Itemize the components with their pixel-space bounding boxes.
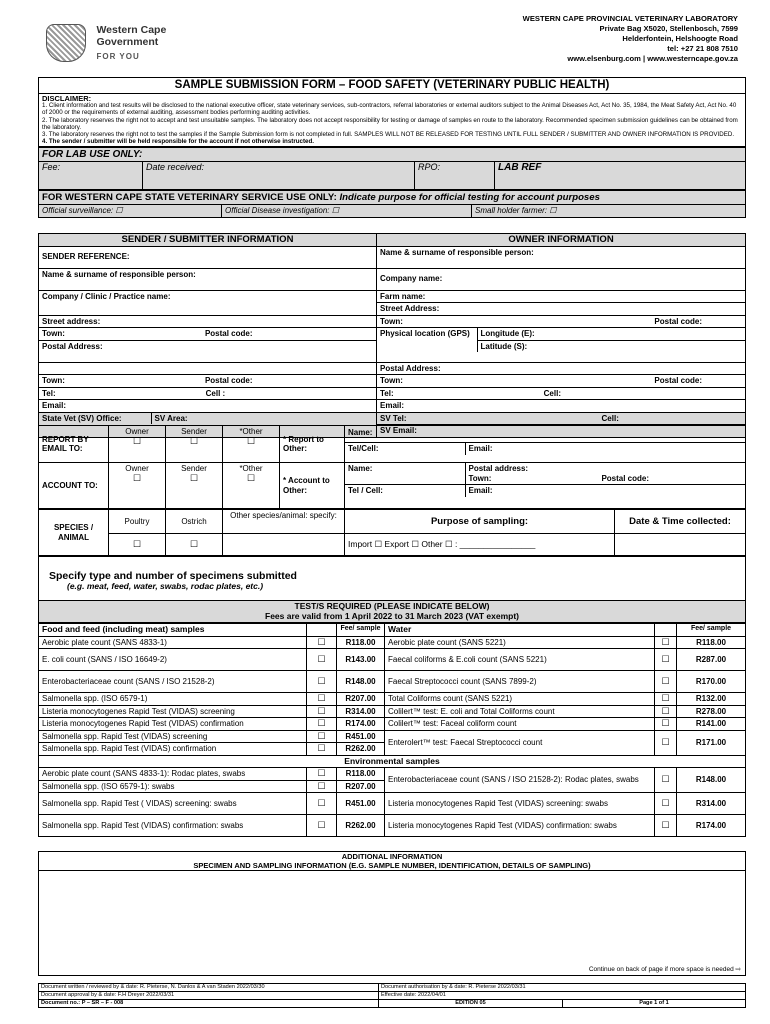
lab-address — [523, 14, 738, 64]
owner-company-field[interactable]: Company name: — [377, 268, 746, 290]
food-test-name: Salmonella spp. (ISO 6579-1) — [39, 693, 307, 706]
food-test-checkbox[interactable]: ☐ — [307, 671, 337, 693]
food-test-name: Aerobic plate count (SANS 4833-1) — [39, 636, 307, 649]
account-owner-option[interactable] — [109, 463, 166, 509]
water-test-fee: R170.00 — [677, 671, 746, 693]
report-sender-option[interactable] — [166, 426, 223, 463]
sv-email-field[interactable]: SV Email: — [380, 426, 417, 435]
env-test-name: Salmonella spp. (ISO 6579-1): swabs — [39, 780, 307, 793]
sender-cell-label: Cell : — [205, 388, 226, 398]
sender-email-field[interactable]: Email: — [39, 400, 377, 413]
env-test-checkbox[interactable]: ☐ — [307, 768, 337, 781]
food-test-name: E. coli count (SANS / ISO 16649-2) — [39, 649, 307, 671]
report-other-checkbox[interactable]: ☐ — [246, 435, 256, 446]
specimens-note: (e.g. meat, feed, water, swabs, rodac plates, etc.) — [67, 580, 264, 591]
env-test-name: Aerobic plate count (SANS 4833-1): Rodac plates, swabs — [39, 768, 307, 781]
food-test-fee: R174.00 — [337, 718, 385, 731]
lab-name: WESTERN CAPE PROVINCIAL VETERINARY LABORATORY — [522, 14, 738, 23]
official-surveillance-checkbox[interactable]: Official surveillance: ☐ — [39, 205, 222, 218]
account-postal-field[interactable] — [465, 463, 745, 485]
ostrich-checkbox[interactable]: ☐ — [166, 534, 223, 556]
state-vet-heading-note: Indicate purpose for official testing for account purposes — [339, 192, 600, 204]
test-row — [39, 671, 746, 693]
specimens-title: Specify type and number of specimens submitted — [49, 569, 297, 582]
species-other-label: Other species/animal: specify: — [223, 510, 345, 534]
report-other-details — [345, 426, 746, 463]
disclaimer-heading: DISCLAIMER: — [42, 94, 92, 103]
report-email-field[interactable]: Email: — [468, 444, 493, 453]
food-test-fee: R207.00 — [337, 693, 385, 706]
account-owner-label: Owner — [125, 464, 149, 473]
report-email-label: REPORT BY EMAIL TO: — [39, 426, 109, 463]
lab-fee-field[interactable]: Fee: — [39, 162, 143, 190]
water-fee-heading: Fee/ sample — [677, 624, 746, 637]
env-test-row — [39, 768, 746, 781]
account-postal-label: Postal address: — [468, 464, 529, 473]
purpose-heading: Purpose of sampling: — [345, 510, 615, 534]
sender-postal-code2-label: Postal code: — [204, 376, 253, 385]
sv-office-field[interactable]: State Vet (SV) Office: — [39, 413, 151, 425]
water-test-name: Aerobic plate count (SANS 5221) — [385, 636, 655, 649]
report-sender-label: Sender — [181, 427, 207, 436]
arrow-icon: ⇨ — [735, 966, 741, 973]
food-test-fee: R143.00 — [337, 649, 385, 671]
test-row — [39, 730, 746, 743]
sender-town2-row[interactable] — [39, 375, 377, 388]
owner-farm-field[interactable]: Farm name: — [377, 291, 745, 304]
owner-gps-label: Physical location (GPS) — [377, 328, 477, 352]
water-test-name: Colilert™ test: E. coli and Total Coliforms count — [385, 705, 655, 718]
owner-heading: OWNER INFORMATION — [377, 234, 746, 247]
report-account-section — [38, 425, 746, 605]
account-other-label: *Other — [239, 464, 263, 473]
food-heading: Food and feed (including meat) samples — [39, 624, 307, 637]
env-test-checkbox[interactable]: ☐ — [655, 793, 677, 815]
food-test-checkbox[interactable]: ☐ — [307, 718, 337, 731]
owner-postal-code2-label: Postal code: — [654, 376, 702, 385]
state-vet-heading — [39, 191, 746, 205]
water-test-checkbox[interactable]: ☐ — [655, 718, 677, 731]
test-row — [39, 705, 746, 718]
lab-ref-field[interactable]: LAB REF — [495, 162, 746, 190]
food-check-header — [307, 624, 337, 637]
account-other-option[interactable] — [223, 463, 280, 509]
sender-owner-section — [38, 233, 746, 438]
sender-tel-label: Tel: — [42, 388, 56, 398]
datetime-collected-input[interactable] — [615, 534, 746, 556]
poultry-checkbox[interactable]: ☐ — [109, 534, 166, 556]
lab-addr1: Private Bag X5020, Stellenbosch, 7599 — [599, 24, 738, 33]
food-test-checkbox[interactable]: ☐ — [307, 693, 337, 706]
food-test-checkbox[interactable]: ☐ — [307, 636, 337, 649]
sv-cell-label: Cell: — [601, 413, 619, 423]
disclaimer-item: 4. The sender / submitter will be held responsible for the account if not otherwise instructed. — [42, 138, 314, 146]
logo-tag: FOR YOU — [96, 52, 140, 61]
account-sender-checkbox[interactable]: ☐ — [189, 472, 199, 483]
logo-line2: Government — [96, 36, 159, 48]
state-vet-heading-text: FOR WESTERN CAPE STATE VETERINARY SERVICE USE ONLY: — [42, 192, 337, 204]
env-test-fee: R118.00 — [337, 768, 385, 781]
env-test-checkbox[interactable]: ☐ — [307, 815, 337, 837]
food-test-fee: R118.00 — [337, 636, 385, 649]
species-poultry-label: Poultry — [109, 510, 166, 534]
water-test-fee: R118.00 — [677, 636, 746, 649]
sender-street-field[interactable]: Street address: — [39, 315, 377, 328]
disclaimer-item: 3. The laboratory reserves the right not to test the samples if the Sample Submission form is not completed in full. SAMPLES WILL NOT BE RELEASED FOR TESTING UNTIL FULL SENDER / SUBMITTER AND OWNER INFORMATION IS PROVIDED. — [42, 131, 735, 139]
footer-authorisation: Document authorisation by & date: R. Pieterse 2022/03/31 — [379, 984, 746, 992]
env-test-checkbox[interactable]: ☐ — [307, 793, 337, 815]
footer-edition: EDITION 05 — [379, 1000, 563, 1008]
food-test-name: Enterobacteriaceae count (SANS / ISO 21528-2) — [39, 671, 307, 693]
sender-town-label: Town: — [42, 329, 65, 338]
small-holder-farmer-checkbox[interactable]: Small holder farmer: ☐ — [472, 205, 746, 218]
food-test-checkbox[interactable]: ☐ — [307, 743, 337, 756]
water-heading: Water — [385, 624, 655, 637]
sv-area-field[interactable]: SV Area: — [154, 413, 188, 423]
owner-name-field[interactable]: Name & surname of responsible person: — [377, 246, 746, 268]
fees-valid-text: Fees are valid from 1 April 2022 to 31 March 2023 (VAT exempt) — [265, 610, 519, 621]
food-test-fee: R262.00 — [337, 743, 385, 756]
tests-table — [38, 623, 746, 837]
water-test-fee: R132.00 — [677, 693, 746, 706]
specimens-block[interactable] — [39, 557, 746, 605]
footer-page: Page 1 of 1 — [563, 1000, 746, 1008]
food-test-checkbox[interactable]: ☐ — [307, 730, 337, 743]
account-other-details — [345, 463, 746, 509]
footer-approval: Document approval by & date: F.H Dreyer 2022/03/31 — [39, 992, 379, 1000]
continue-text: Continue on back of page if more space is needed — [588, 966, 734, 973]
owner-farm-street-cell — [377, 290, 746, 315]
water-test-checkbox[interactable]: ☐ — [655, 649, 677, 671]
env-test-name: Salmonella spp. Rapid Test ( VIDAS) screening: swabs — [39, 793, 307, 815]
logo-line1: Western Cape — [96, 24, 167, 36]
owner-postal-address-field[interactable]: Postal Address: — [377, 362, 746, 375]
owner-tel-label: Tel: — [380, 388, 394, 398]
owner-cell-label: Cell: — [543, 388, 561, 398]
owner-latitude-field[interactable]: Latitude (S): — [480, 341, 528, 351]
lab-date-received-field[interactable]: Date received: — [143, 162, 415, 190]
food-test-fee: R148.00 — [337, 671, 385, 693]
owner-email-field[interactable]: Email: — [377, 400, 746, 413]
env-test-fee: R451.00 — [337, 793, 385, 815]
owner-gps-cell — [377, 328, 746, 363]
env-test-fee: R262.00 — [337, 815, 385, 837]
species-other-input[interactable] — [223, 534, 345, 556]
water-test-fee: R171.00 — [677, 730, 746, 755]
owner-tel-row[interactable] — [377, 387, 746, 400]
footer — [38, 983, 746, 1008]
water-test-name: Total Coliforms count (SANS 5221) — [385, 693, 655, 706]
sender-company-field[interactable]: Company / Clinic / Practice name: — [39, 290, 377, 315]
env-test-checkbox[interactable]: ☐ — [655, 768, 677, 793]
lab-rpo-field[interactable]: RPO: — [415, 162, 495, 190]
sender-spacer — [39, 362, 377, 375]
account-town-label: Town: — [468, 473, 492, 483]
lab-use-heading: FOR LAB USE ONLY: — [39, 148, 746, 162]
env-test-name: Listeria monocytogenes Rapid Test (VIDAS) screening: swabs — [385, 793, 655, 815]
account-name-field[interactable]: Name: — [345, 463, 465, 485]
env-test-name: Listeria monocytogenes Rapid Test (VIDAS) confirmation: swabs — [385, 815, 655, 837]
report-name-field[interactable]: Name: — [345, 426, 745, 443]
form-title: SAMPLE SUBMISSION FORM – FOOD SAFETY (VETERINARY PUBLIC HEALTH) — [39, 78, 746, 94]
test-row — [39, 693, 746, 706]
test-row — [39, 649, 746, 671]
account-other-checkbox[interactable]: ☐ — [246, 472, 256, 483]
account-telcell-field[interactable]: Tel / Cell: — [345, 485, 465, 497]
sender-postal-code-label: Postal code: — [204, 329, 253, 338]
report-owner-checkbox[interactable]: ☐ — [132, 435, 142, 446]
owner-postal-code-label: Postal code: — [654, 316, 702, 326]
account-email-field[interactable]: Email: — [468, 486, 493, 495]
wc-government-logo — [46, 24, 206, 68]
env-test-checkbox[interactable]: ☐ — [655, 815, 677, 837]
water-test-name: Faecal coliforms & E.coli count (SANS 5221) — [385, 649, 655, 671]
water-test-checkbox[interactable]: ☐ — [655, 730, 677, 755]
test-row — [39, 718, 746, 731]
disclaimer — [39, 94, 746, 147]
report-other-option[interactable] — [223, 426, 280, 463]
env-test-name: Enterobacteriaceae count (SANS / ISO 21528-2): Rodac plates, swabs — [385, 768, 655, 793]
food-test-checkbox[interactable]: ☐ — [307, 705, 337, 718]
env-test-fee: R148.00 — [677, 768, 746, 793]
water-check-header — [655, 624, 677, 637]
sender-reference-field[interactable]: SENDER REFERENCE: — [39, 246, 377, 268]
sender-tel-row[interactable] — [39, 387, 377, 400]
disclaimer-item: 2. The laboratory reserves the right not to accept and test unsuitable samples. The laboratory does not accept responsibility for testing or damage of samples en route to the laboratory. Recommended specimen submission guidelines can be obtained from the laboratory. — [42, 116, 738, 131]
footer-written: Document written / reviewed by & date: R. Pieterse, N. Danlos & A van Staden 2022/03/30 — [39, 984, 379, 992]
species-label: SPECIES / ANIMAL — [39, 510, 109, 556]
owner-town-row[interactable] — [377, 315, 746, 328]
owner-town2-label: Town: — [380, 376, 403, 385]
logo-text — [96, 24, 166, 63]
footer-effective: Effective date: 2022/04/01 — [379, 992, 746, 1000]
env-test-row — [39, 815, 746, 837]
water-test-fee: R287.00 — [677, 649, 746, 671]
report-other-label: *Other — [239, 427, 263, 436]
env-test-fee: R207.00 — [337, 780, 385, 793]
report-sender-checkbox[interactable]: ☐ — [189, 435, 199, 446]
water-test-name: Enterolert™ test: Faecal Streptococci count — [385, 730, 655, 755]
env-test-fee: R174.00 — [677, 815, 746, 837]
water-test-name: Colilert™ test: Faceal coliform count — [385, 718, 655, 731]
report-to-other-label: * Report to Other: — [280, 426, 345, 463]
additional-info-section[interactable] — [38, 851, 746, 976]
water-test-fee: R278.00 — [677, 705, 746, 718]
account-to-label: ACCOUNT TO: — [39, 463, 109, 509]
food-test-name: Listeria monocytogenes Rapid Test (VIDAS) confirmation — [39, 718, 307, 731]
food-test-name: Salmonella spp. Rapid Test (VIDAS) confirmation — [39, 743, 307, 756]
disclaimer-item: 1. Client information and test results will be disclosed to the national executive officer, state veterinary services, sub-contractors, referral laboratories or external auditors subject to the Animal Diseases Act, Act No. 35, 1984, the Meat Safety Act, Act No. 40 of 2000 or the requirements of external auditing, assessment bodies performing auditing activities. — [42, 102, 737, 117]
food-test-fee: R451.00 — [337, 730, 385, 743]
owner-town-label: Town: — [380, 316, 403, 326]
account-to-other-label: * Account to Other: — [280, 463, 345, 509]
lab-tel: tel: +27 21 808 7510 — [667, 44, 738, 53]
additional-heading: ADDITIONAL INFORMATION — [341, 852, 443, 861]
continue-note — [589, 965, 741, 973]
additional-subheading: SPECIMEN AND SAMPLING INFORMATION (E.G. SAMPLE NUMBER, IDENTIFICATION, DETAILS OF SAMPLING) — [39, 861, 745, 871]
top-section — [38, 77, 746, 218]
sender-town2-label: Town: — [42, 376, 65, 385]
account-sender-option[interactable] — [166, 463, 223, 509]
report-owner-option[interactable] — [109, 426, 166, 463]
env-test-fee: R314.00 — [677, 793, 746, 815]
env-heading-row — [39, 755, 746, 768]
lab-addr2: Helderfontein, Helshoogte Road — [622, 34, 738, 43]
sender-heading: SENDER / SUBMITTER INFORMATION — [39, 234, 377, 247]
tests-heading: TEST/S REQUIRED (PLEASE INDICATE BELOW) — [294, 601, 490, 611]
account-owner-checkbox[interactable]: ☐ — [132, 472, 142, 483]
species-ostrich-label: Ostrich — [166, 510, 223, 534]
account-postal-code-label: Postal code: — [601, 473, 650, 483]
sender-name-field[interactable]: Name & surname of responsible person: — [39, 268, 377, 290]
owner-coords — [477, 328, 745, 352]
food-test-name: Listeria monocytogenes Rapid Test (VIDAS) screening — [39, 705, 307, 718]
official-disease-investigation-checkbox[interactable]: Official Disease investigation: ☐ — [222, 205, 472, 218]
env-test-checkbox[interactable]: ☐ — [307, 780, 337, 793]
water-test-name: Faecal Streptococci count (SANS 7899-2) — [385, 671, 655, 693]
env-test-name: Salmonella spp. Rapid Test (VIDAS) confirmation: swabs — [39, 815, 307, 837]
coat-of-arms-icon — [46, 24, 86, 62]
purpose-options[interactable]: Import ☐ Export ☐ Other ☐ : ________________ — [345, 534, 615, 556]
sv-tel-label: SV Tel: — [380, 413, 407, 423]
env-test-row — [39, 793, 746, 815]
footer-docno: Document no.: P – SR – F - 008 — [39, 1000, 379, 1008]
food-test-checkbox[interactable]: ☐ — [307, 649, 337, 671]
report-owner-label: Owner — [125, 427, 149, 436]
sender-town-row[interactable] — [39, 328, 377, 341]
tests-heading-cell — [39, 601, 746, 623]
datetime-collected-heading: Date & Time collected: — [615, 510, 746, 534]
test-row — [39, 636, 746, 649]
owner-street-field[interactable]: Street Address: — [380, 304, 440, 313]
water-test-checkbox[interactable]: ☐ — [655, 693, 677, 706]
food-test-fee: R314.00 — [337, 705, 385, 718]
account-sender-label: Sender — [181, 464, 207, 473]
food-test-name: Salmonella spp. Rapid Test (VIDAS) screening — [39, 730, 307, 743]
water-test-checkbox[interactable]: ☐ — [655, 705, 677, 718]
lab-web: www.elsenburg.com | www.westerncape.gov.za — [567, 54, 738, 63]
water-test-checkbox[interactable]: ☐ — [655, 636, 677, 649]
owner-town2-row[interactable] — [377, 375, 746, 388]
tests-section — [38, 600, 746, 837]
water-test-fee: R141.00 — [677, 718, 746, 731]
env-heading: Environmental samples — [39, 755, 746, 768]
sv-tel-row[interactable] — [377, 413, 745, 426]
sender-postal-address-field[interactable]: Postal Address: — [39, 340, 377, 362]
water-test-checkbox[interactable]: ☐ — [655, 671, 677, 693]
report-telcell-field[interactable]: Tel/Cell: — [345, 443, 465, 455]
food-fee-heading: Fee/ sample — [337, 624, 385, 637]
owner-longitude-field[interactable]: Longitude (E): — [478, 328, 746, 341]
